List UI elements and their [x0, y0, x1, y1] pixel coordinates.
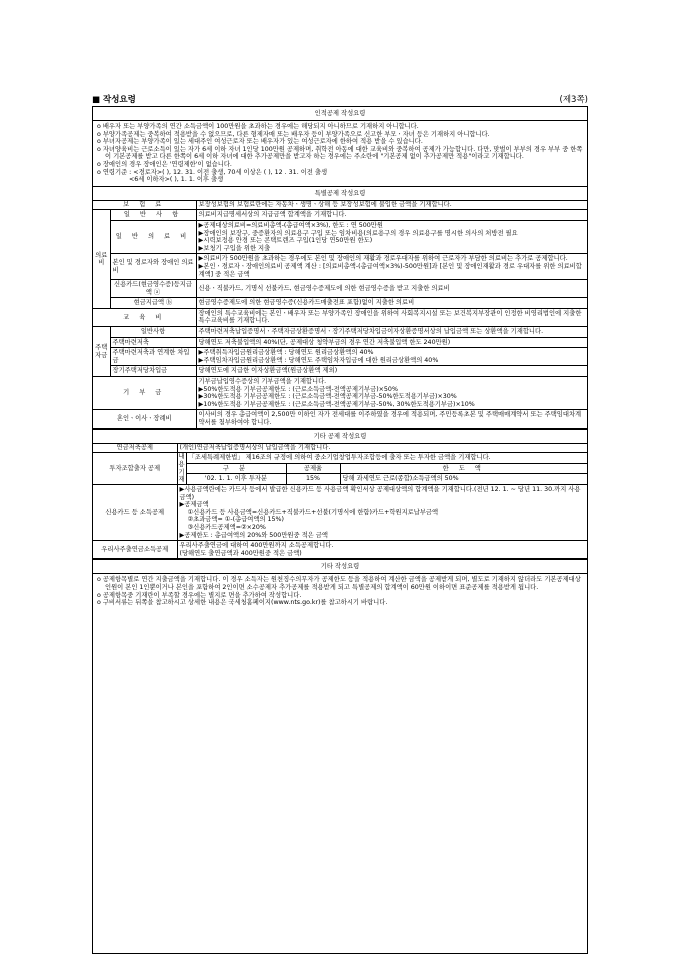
medical-line: ▶보청기 구입을 위한 지출 [198, 244, 271, 252]
form-number: (제3쪽) [559, 95, 588, 105]
medical-line: ▶본인ㆍ경로자ㆍ장애인의료비 공제액 계산 : [의료비총액-(총급여액×3%)-500만원]과 [본인 및 장애인재활과 경로 우대자를 위한 의료비합계액] 중 적은 금액 [198, 262, 582, 278]
housing-desc: 주택마련저축납입증명서ㆍ주택자금상환증명서ㆍ장기주택저당차입금이자상환증명서상의 납입금액 또는 상환액을 기재합니다. [196, 327, 587, 338]
personal-line: o 자녀양육비는 근로소득이 있는 자가 6세 이하 자녀 1인당 100만원 공제하며, 취학전 아동에 대한 교육비와 중복하여 공제가 가능합니다. 다만, 맞벌이 부부의 경우 부부 중 한쪽이 기본공제를 받고 다른 한쪽이 6세 이하 자녀에 대한 추가공제만을 받고자 하는 경우에는 주소란에 "기본공제 없이 추가공제만 적용"이라고 기재합니다. [97, 145, 583, 161]
housing-group-label: 주택자금 [93, 327, 110, 377]
pension-label: 연금저축공제 [93, 443, 177, 453]
venture-cell: 당해 과세연도 근로(종합)소득금액의 50% [340, 474, 587, 485]
venture-head: 한 도 액 [340, 463, 587, 474]
insurance-desc: 보장성보험의 보험료란에는 자동차ㆍ생명ㆍ상해 등 보장성보험에 불입한 금액을 기재합니다. [196, 200, 587, 210]
personal-line: o 배우자 또는 부양가족의 연간 소득금액이 100만원을 초과하는 경우에는 해당되지 아니하므로 기재하지 아니합니다. [97, 123, 419, 130]
medical-label: 신용카드(현금영수증)등지급액 ⓐ [110, 280, 196, 298]
donation-line: 기부금납입영수증상의 기부금액을 기재합니다. [198, 378, 327, 386]
card-line: ▶사용금액란에는 카드사 등에서 발급한 신용카드 등 사용금액 확인서상 공제대상액의 합계액을 기재합니다.(전년 12. 1. ~ 당년 11. 30.까지 사용금액) [179, 485, 581, 501]
medical-desc: 신용ㆍ직불카드, 기명식 선불카드, 현금영수증제도에 의한 현금영수증을 받고 지출한 의료비 [196, 280, 587, 298]
moving-desc: 이사비의 경우 총급여액이 2,500만 이하인 자가 전세대를 이주하였을 경우에 적용되며, 주민등록초본 및 주택매매계약서 또는 주택임대차계약서를 첨부하여야 합니다. [196, 410, 587, 428]
venture-side-char: 재 [178, 476, 185, 484]
personal-title: 인적공제 작성요령 [93, 107, 587, 121]
donation-line: ▶30%한도적용 기부금공제한도 : (근로소득금액-전액공제기부금-50%한도적용기부금)×30% [198, 393, 457, 401]
housing-label: 장기주택저당차입금 [110, 366, 196, 377]
donation-line: ▶50%한도적용 기부금공제한도 : (근로소득금액-전액공제기부금)×50% [198, 385, 398, 393]
special-table [93, 200, 587, 429]
pension-desc: (개인)연금저축납입증명서상의 납입금액을 기재합니다. [177, 443, 587, 453]
guide-frame [92, 106, 588, 954]
card-line: ①신용카드 등 사용금액=신용카드+직불카드+선불(기명식에 한함)카드+학원지로납부금액 [187, 508, 439, 516]
venture-side [177, 453, 186, 485]
misc-title: 기타 작성요령 [93, 559, 587, 574]
personal-line: <6세 이하자>( ), 1. 1. 이후 출생 [129, 176, 224, 184]
misc-line: o 구비서류는 뒤쪽을 참고하시고 상세한 내용은 국세청홈페이지(www.nts.go.kr)를 참고하시기 바랍니다. [97, 599, 388, 607]
stock-label: 우리사주출연금소득공제 [93, 541, 177, 559]
venture-cell: 15% [286, 474, 340, 485]
card-desc [177, 484, 587, 540]
stock-line: (당해연도 출연금액과 400만원중 적은 금액) [179, 549, 302, 557]
card-label: 신용카드 등 소득공제 [93, 484, 177, 540]
stock-desc [177, 541, 587, 559]
medical-group-label: 의료비 [93, 210, 110, 309]
misc-line: o 공제항목별로 연간 지출금액을 기재합니다. 이 경우 소득자는 원천징수의무자가 공제한도 등을 적용하여 계산한 금액을 공제받게 되며, 별도로 기재하지 않더라도 기본공제대상 인원이 본인 1인뿐이거나 본인을 포함하여 2인이면 소수공제자 추가공제를 적용받게 되고 특별공제의 합계액이 60만원 이하이면 표준공제를 적용받게 됩니다. [97, 576, 581, 591]
card-line: ③신용카드공제액=②×20% [187, 523, 266, 531]
stock-line: 우리사주출연금에 대하여 400만원까지 소득공제합니다. [179, 542, 334, 550]
education-desc: 장애인의 특수교육비에는 본인ㆍ배우자 또는 부양가족인 장애인을 위하여 사회복지시설 또는 보건복지부장관이 인정한 비영리법인에 지출한 특수교육비를 기재합니다. [196, 308, 587, 326]
medical-desc [196, 254, 587, 280]
medical-label: 일 반 사 항 [110, 210, 196, 221]
medical-line: ▶장애인의 보장구, 중증환자의 의료용구 구입 또는 임차비용(의료용구의 경우 의료용구를 명시한 의사의 처방전 필요 [198, 229, 518, 237]
moving-label: 혼인ㆍ이사ㆍ장례비 [93, 410, 196, 428]
venture-head: 구 분 [186, 463, 286, 474]
medical-label: 본인 및 경로자와 장애인 의료비 [110, 254, 196, 280]
medical-label: 일 반 의 료 비 [110, 220, 196, 253]
housing-line: ▶주택임차자입금원리금상환액 : 당해연도 주택임차자입금에 대한 원리금상환액의 40% [198, 356, 439, 364]
venture-desc: 「조세특례제한법」 제16조의 규정에 의하여 중소기업창업투자조합등에 출자 또는 투자한 금액을 기재합니다. [186, 453, 587, 464]
donation-desc [196, 377, 587, 410]
other-title: 기타 공제 작성요령 [93, 429, 587, 444]
housing-desc: 당해연도 저축불입액의 40%(단, 공제대상 청약부금의 경우 연간 저축불입액 한도 240만원) [196, 337, 587, 348]
venture-side-char: 내 [178, 453, 185, 461]
personal-line: o 장애인의 경우 장애인은 '연령제한'이 없습니다. [97, 160, 232, 168]
insurance-label: 보 험 료 [93, 200, 196, 210]
venture-head: 공제율 [286, 463, 340, 474]
page-header [92, 93, 588, 105]
personal-line: o 부녀자공제는 부양가족이 있는 세대주인 여성근로자 또는 배우자가 있는 여성근로자에 한하여 적용 받을 수 있습니다. [97, 138, 423, 146]
personal-line: o 연령기준 : <경로자>( ), 12. 31. 이전 출생, 70세 이상은 ( ), 12 . 31. 이전 출생 [97, 168, 328, 176]
venture-side-char: 기 [178, 468, 185, 476]
special-title: 특별공제 작성요령 [93, 186, 587, 201]
personal-text [93, 121, 587, 186]
housing-desc [196, 348, 587, 366]
housing-label: 주택마련저축 [110, 337, 196, 348]
personal-line: o 부양가족공제는 중복하여 적용받을 수 없으므로, 다른 형제자매 또는 배우자 등이 부양가족으로 신고한 부모ㆍ자녀 등은 기재하지 아니합니다. [97, 130, 490, 138]
housing-label: 일반사항 [110, 327, 196, 338]
housing-label: 주택마련저축과 연계한 차입금 [110, 348, 196, 366]
section-heading: ■ 작성요령 [92, 95, 136, 105]
medical-desc: 의료비지급명세서상의 지급금액 합계액을 기재합니다. [196, 210, 587, 221]
medical-line: ▶시력보정용 안경 또는 콘택트렌즈 구입(1인당 연50만원 한도) [198, 237, 373, 245]
card-line: ▶공제금액 [179, 501, 209, 509]
venture-cell: '02. 1. 1. 이후 투자분 [186, 474, 286, 485]
medical-label: 현금지급액 ⓑ [110, 298, 196, 309]
housing-line: ▶주택취득자입금원리금상환액 : 당해연도 원리금상환액의 40% [198, 349, 374, 357]
education-label: 교 육 비 [93, 308, 196, 326]
donation-label: 기 부 금 [93, 377, 196, 410]
medical-line: ▶의료비가 500만원을 초과하는 경우에도 본인 및 장애인의 재활과 경로우대자를 위하여 근로자가 부담한 의료비는 추가로 공제합니다. [198, 255, 568, 263]
medical-desc [196, 220, 587, 253]
donation-line: ▶10%한도적용 기부금공제한도 : (근로소득금액-전액공제기부금-50%, 30%한도적용기부금)×10% [198, 400, 475, 408]
other-table [93, 443, 587, 560]
venture-label: 투자조합출자 공제 [93, 453, 177, 485]
medical-line: ▶공제대상의료비=의료비총액-(총급여액×3%), 한도 : 연 500만원 [198, 221, 383, 229]
misc-line: o 공제항목중 기재란이 부족할 경우에는 별지로 면을 추가하여 작성합니다. [97, 591, 302, 599]
housing-desc: 당해연도에 지급한 이자상환금액(원금상환액 제외) [196, 366, 587, 377]
card-line: ▶공제한도 : 총급여액의 20%와 500만원중 적은 금액 [179, 531, 328, 539]
venture-side-char: 용 [178, 460, 185, 468]
medical-desc: 현금영수증제도에 의한 현금영수증(신용카드매출전표 포함)없이 지출한 의료비 [196, 298, 587, 309]
card-line: ②초과금액= ①-(총급여액의 15%) [187, 516, 284, 524]
misc-text [93, 574, 587, 608]
